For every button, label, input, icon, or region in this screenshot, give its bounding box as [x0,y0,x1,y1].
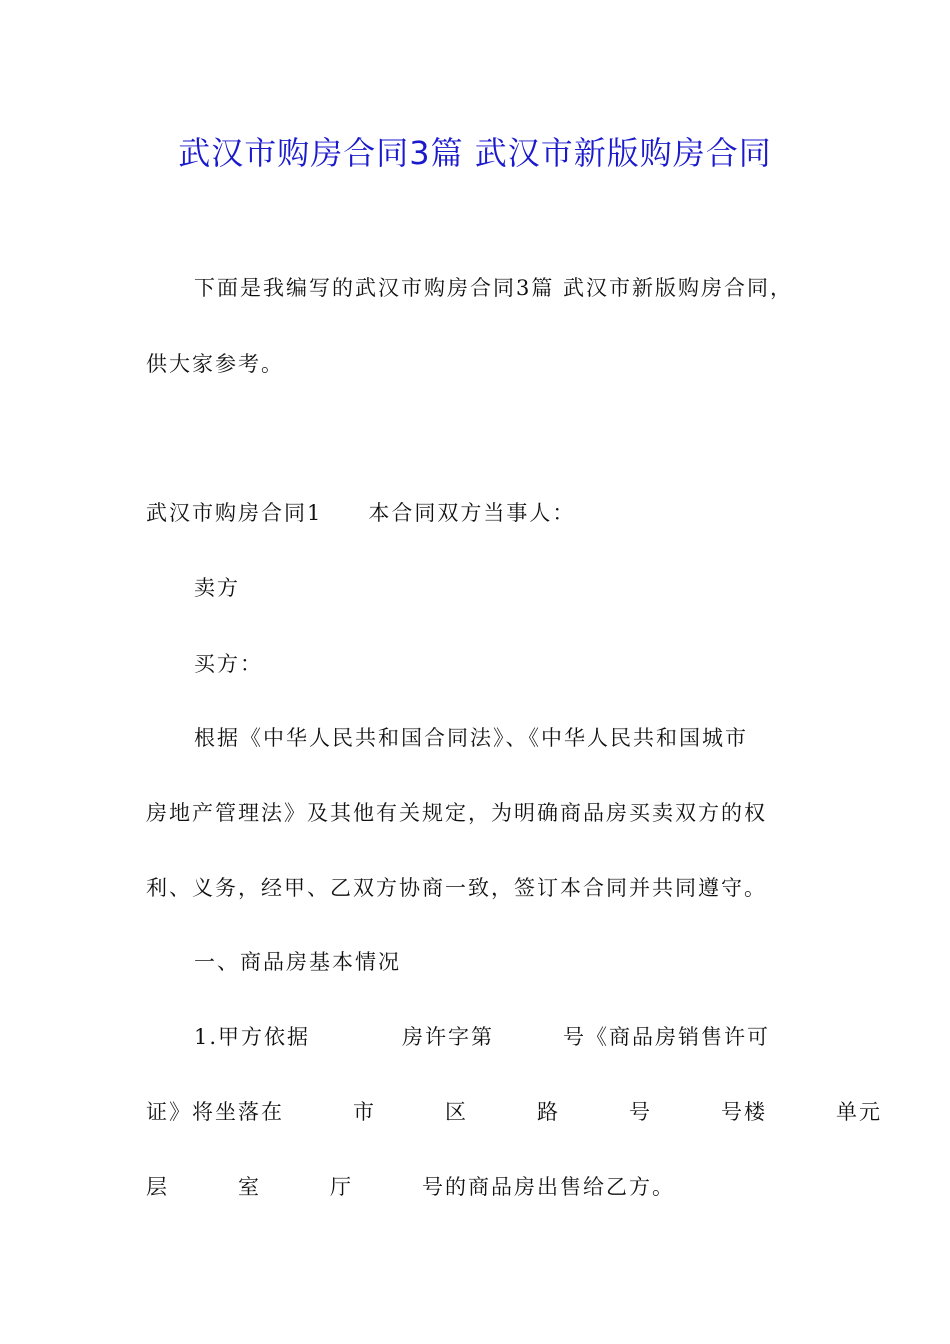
buyer-label: 买方： [194,652,263,676]
section-heading: 武汉市购房合同1 本合同双方当事人： [146,501,576,525]
basis-paragraph-line3: 利、义务，经甲、乙双方协商一致，签订本合同并共同遵守。 [146,876,767,900]
basis-paragraph-line1: 根据《中华人民共和国合同法》、《中华人民共和国城市 [194,726,748,750]
item1-line3: 层 室 厅 号的商品房出售给乙方。 [146,1175,675,1199]
intro-paragraph-line1: 下面是我编写的武汉市购房合同3篇 武汉市新版购房合同， [194,276,794,300]
intro-paragraph-line2: 供大家参考。 [146,352,284,376]
clause-heading: 一、商品房基本情况 [194,950,401,974]
document-title: 武汉市购房合同3篇 武汉市新版购房合同 [178,134,772,172]
basis-paragraph-line2: 房地产管理法》及其他有关规定，为明确商品房买卖双方的权 [146,801,767,825]
item1-line2: 证》将坐落在 市 区 路 号 号楼 单元 [146,1100,882,1124]
seller-label: 卖方 [194,576,240,600]
item1-line1: 1.甲方依据 房许字第 号《商品房销售许可 [194,1025,771,1049]
